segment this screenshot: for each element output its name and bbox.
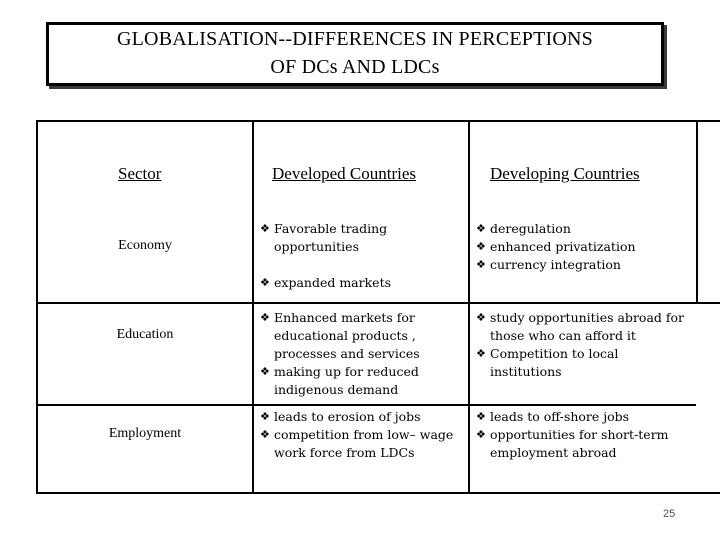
bullet-icon: ❖ <box>476 311 486 324</box>
employment-developing <box>476 408 681 462</box>
list-item: ❖ study opportunities abroad for those who can afford it <box>476 310 684 343</box>
economy-developed <box>260 220 460 292</box>
list-item: ❖ Competition to local institutions <box>476 346 619 379</box>
list-item: ❖ Favorable trading opportunities <box>260 221 388 254</box>
bullet-icon: ❖ <box>260 365 270 378</box>
list-item: ❖ leads to off-shore jobs <box>476 409 630 424</box>
list-item: ❖ currency integration <box>476 257 621 272</box>
bullet-icon: ❖ <box>476 347 486 360</box>
title-line-2: OF DCs AND LDCs <box>270 56 440 78</box>
sector-economy: Economy <box>118 238 172 253</box>
economy-developing <box>476 220 691 274</box>
bullet-icon: ❖ <box>476 258 486 271</box>
list-item: ❖ making up for reduced indigenous demand <box>260 364 419 397</box>
bullet-icon: ❖ <box>260 311 270 324</box>
education-developing <box>476 309 691 381</box>
bullet-icon: ❖ <box>260 276 270 289</box>
header-sector: Sector <box>118 164 162 183</box>
list-item: ❖ competition from low– wage work force from LDCs <box>260 427 454 460</box>
list-item: ❖ leads to erosion of jobs <box>260 409 421 424</box>
list-item: ❖ deregulation <box>476 221 571 236</box>
list-item: ❖ expanded markets <box>260 275 392 290</box>
row-divider <box>38 302 720 304</box>
list-item: ❖ Enhanced markets for educational products , processes and services <box>260 310 420 361</box>
sector-employment: Employment <box>108 426 182 441</box>
column-divider <box>252 122 254 492</box>
bullet-icon: ❖ <box>476 410 486 423</box>
title-box <box>46 22 664 86</box>
bullet-icon: ❖ <box>260 222 270 235</box>
bullet-icon: ❖ <box>476 428 486 441</box>
column-divider <box>468 122 470 492</box>
header-developing: Developing Countries <box>490 164 640 183</box>
bullet-icon: ❖ <box>260 428 270 441</box>
education-developed <box>260 309 460 399</box>
bullet-icon: ❖ <box>260 410 270 423</box>
bullet-icon: ❖ <box>476 222 486 235</box>
row-divider <box>38 404 468 406</box>
employment-developed <box>260 408 460 462</box>
title-line-1: GLOBALISATION--DIFFERENCES IN PERCEPTIONS <box>117 28 593 50</box>
sector-education: Education <box>116 327 174 342</box>
page-number: 25 <box>663 508 676 520</box>
bullet-icon: ❖ <box>476 240 486 253</box>
list-item: ❖ enhanced privatization <box>476 239 636 254</box>
header-developed: Developed Countries <box>272 164 416 183</box>
list-item: ❖ opportunities for short-term employment abroad <box>476 427 669 460</box>
comparison-table <box>36 120 720 494</box>
row-divider <box>470 404 696 406</box>
column-divider <box>696 122 698 304</box>
